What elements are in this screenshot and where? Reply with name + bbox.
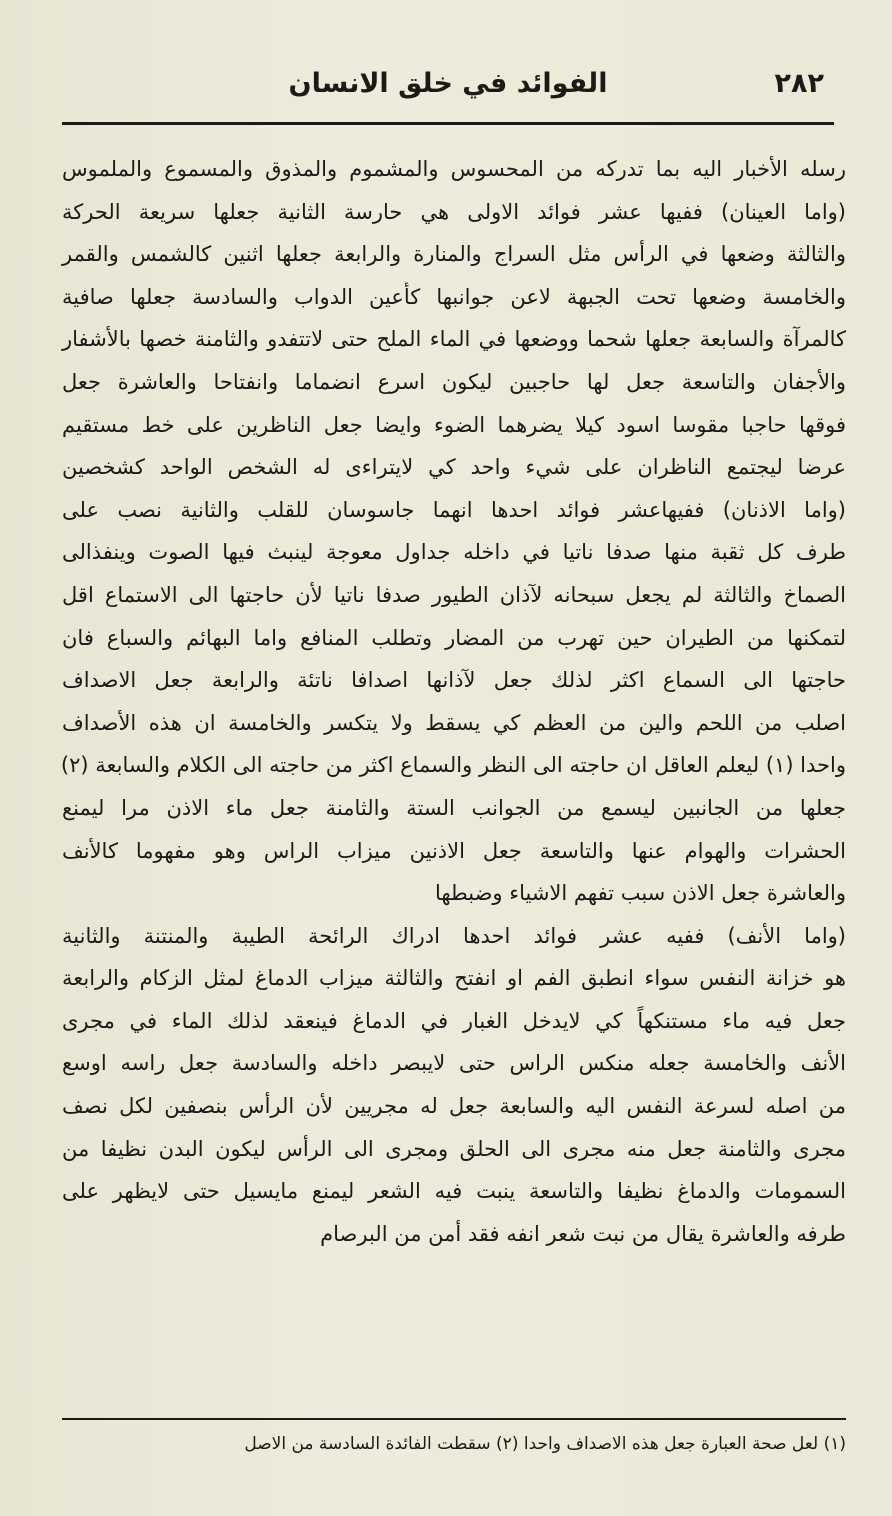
running-title: الفوائد في خلق الانسان bbox=[288, 68, 608, 99]
text-line: حاجتها الى السماع اكثر لذلك جعل لآذانها اصدافا ناتئة والرابعة جعل الاصداف bbox=[62, 668, 846, 693]
text-line: رسله الأخبار اليه بما تدركه من المحسوس والمشموم والمذوق والمسموع والملموس bbox=[62, 157, 846, 181]
footnote: (١) لعل صحة العبارة جعل هذه الاصداف واحدا (٢) سقطت الفائدة السادسة من الاصل bbox=[244, 1434, 846, 1454]
page-number: ٢٨٢ bbox=[774, 68, 824, 99]
text-line: جعل فيه ماء مستنكهاً كي لايدخل الغبار في الدماغ فينعقد لذلك الماء في مجرى bbox=[62, 1008, 846, 1033]
text-line: من اصله لسرعة النفس اليه والسابعة جعل له مجريين لأن الرأس بنصفين لكل نصف bbox=[62, 1094, 846, 1119]
text-line: (واما الأنف) ففيه عشر فوائد احدها ادراك الرائحة الطيبة والمنتنة والثانية bbox=[62, 923, 846, 948]
text-line: والخامسة وضعها تحت الجبهة لاعن جوانبها كأعين الدواب والسادسة جعلها صافية bbox=[62, 284, 846, 309]
text-line: والعاشرة جعل الاذن سبب تفهم الاشياء وضبطها bbox=[434, 881, 846, 906]
text-line: (واما العينان) ففيها عشر فوائد الاولى هي حارسة الثانية جعلها سريعة الحركة bbox=[62, 199, 846, 224]
text-line: واحدا (١) ليعلم العاقل ان حاجته الى النظر والسماع اكثر من حاجته الى الكلام والسابعة (٢) bbox=[60, 753, 846, 778]
text-line: جعلها من الجانبين ليسمع من الجوانب الستة والثامنة جعل ماء الاذن مرا ليمنع bbox=[62, 795, 846, 820]
footnote-rule bbox=[62, 1418, 846, 1420]
text-line: عرضا ليجتمع الناظران على شيء واحد كي لايتراءى له الشخص الواحد كشخصين bbox=[62, 455, 846, 480]
text-line: هو خزانة النفس سواء انطبق الفم او انفتح والثالثة ميزاب الدماغ لمثل الزكام والرابعة bbox=[62, 966, 846, 991]
text-line: الصماخ والثالثة لم يجعل سبحانه لآذان الطيور صدفا ناتيا لأن حاجتها الى الاستماع اقل bbox=[62, 582, 846, 607]
text-line: كالمرآة والسابعة جعلها شحما ووضعها في الماء الملح حتى لاتتفدو والثامنة خصها بالأشفار bbox=[62, 327, 846, 352]
text-line: فوقها حاجبا مقوسا اسود كيلا يضرهما الضوء وايضا جعل الناظرين على خط مستقيم bbox=[62, 412, 846, 437]
text-line: اصلب من اللحم والين من العظم كي يسقط ولا يتكسر والخامسة ان هذه الأصداف bbox=[62, 710, 846, 735]
header-rule bbox=[62, 122, 834, 125]
body-text bbox=[62, 148, 846, 1255]
text-line: (واما الاذنان) ففيهاعشر فوائد احدها انهما جاسوسان للقلب والثانية نصب على bbox=[62, 497, 846, 522]
text-line: لتمكنها من الطيران حين تهرب من المضار وتطلب المنافع واما البهائم والسباع فان bbox=[62, 625, 846, 650]
page-header bbox=[62, 62, 834, 112]
text-line: والأجفان والتاسعة جعل لها حاجبين ليكون اسرع انضماما وانفتاحا والعاشرة جعل bbox=[62, 369, 846, 394]
text-line: والثالثة وضعها في الرأس مثل السراج والمنارة والرابعة جعلها اثنين كالشمس والقمر bbox=[62, 242, 846, 267]
text-line: الحشرات والهوام عنها والتاسعة جعل الاذنين ميزاب الراس وهو مفهوما كالأنف bbox=[62, 838, 846, 863]
text-line: طرفه والعاشرة يقال من نبت شعر انفه فقد أمن من البرصام bbox=[320, 1221, 846, 1246]
text-line: مجرى والثامنة جعل منه مجرى الى الحلق ومجرى الى الرأس ليكون البدن نظيفا من bbox=[62, 1136, 846, 1161]
text-line: طرف كل ثقبة منها صدفا ناتيا في داخله جداول معوجة لينبث فيها الصوت وينفذالى bbox=[62, 540, 846, 565]
text-line: السمومات والدماغ نظيفا والتاسعة ينبت فيه الشعر ليمنع مايسيل حتى لايظهر على bbox=[62, 1179, 846, 1204]
text-line: الأنف والخامسة جعله منكس الراس حتى لايبصر داخله والسادسة جعل راسه اوسع bbox=[62, 1051, 846, 1076]
